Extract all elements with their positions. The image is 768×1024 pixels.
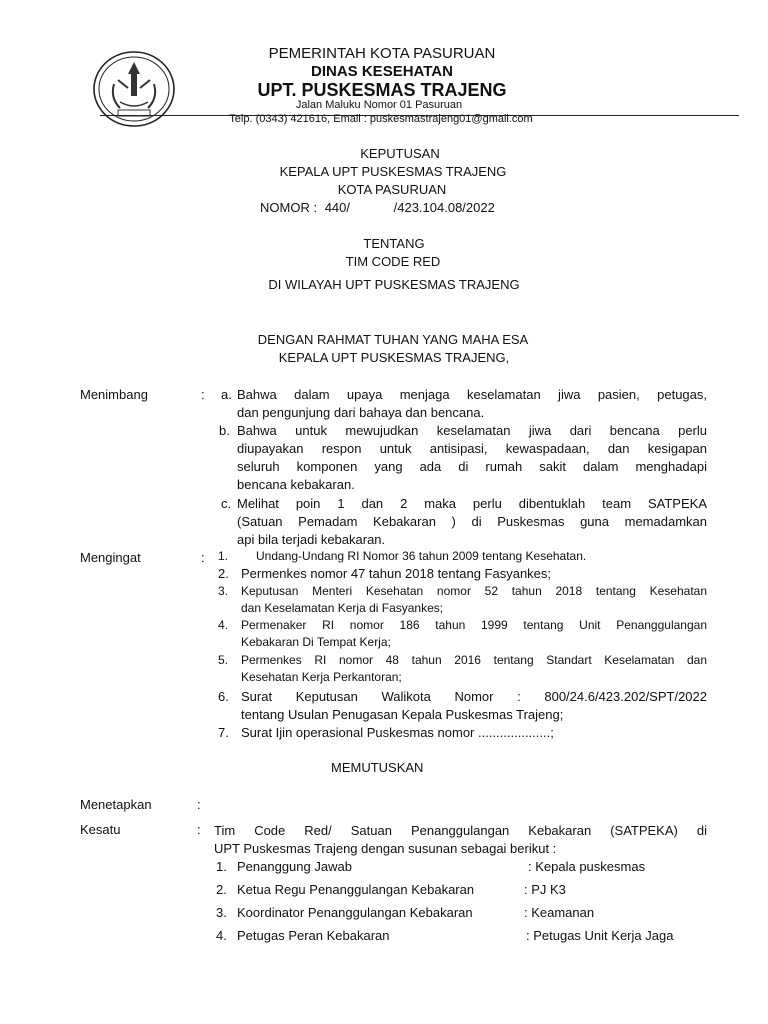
doc-number-suffix: /423.104.08/2022 — [393, 200, 495, 215]
kesatu-colon: : — [197, 822, 201, 837]
menimbang-c-line3: api bila terjadi kebakaran. — [237, 532, 386, 547]
kesatu-role-1-number: 1. — [216, 859, 227, 874]
mengingat-6-marker: 6. — [218, 689, 229, 704]
menimbang-b-line1: Bahwa untuk mewujudkan keselamatan jiwa dari bencana perlu — [237, 423, 707, 438]
kesatu-role-4-value: : Petugas Unit Kerja Jaga — [526, 928, 674, 943]
kesatu-role-3-number: 3. — [216, 905, 227, 920]
letterhead-address: Jalan Maluku Nomor 01 Pasuruan — [295, 99, 463, 111]
doc-number — [260, 200, 495, 215]
mengingat-label: Mengingat — [80, 550, 141, 565]
menimbang-a-line2: dan pengunjung dari bahaya dan bencana. — [237, 405, 485, 420]
letterhead-institution: UPT. PUSKESMAS TRAJENG — [257, 80, 507, 100]
mengingat-3-text-line1: Keputusan Menteri Kesehatan nomor 52 tahun 2018 tentang Kesehatan — [241, 584, 707, 598]
doc-type: KEPUTUSAN — [360, 146, 440, 161]
doc-number-prefix: 440/ — [324, 200, 350, 215]
letterhead-government: PEMERINTAH KOTA PASURUAN — [268, 45, 496, 62]
preamble-line1: DENGAN RAHMAT TUHAN YANG MAHA ESA — [257, 332, 529, 347]
mengingat-6-text-line1: Surat Keputusan Walikota Nomor : 800/24.6/423.202/SPT/2022 — [241, 689, 707, 704]
mengingat-3-text-line2: dan Keselamatan Kerja di Fasyankes; — [241, 601, 444, 615]
menimbang-b-line3: seluruh komponen yang ada di rumah sakit dalam menghadapi — [237, 459, 707, 474]
doc-about-label: TENTANG — [363, 236, 425, 251]
menimbang-b-line2: diupayakan respon untuk antisipasi, kewaspadaan, dan kesigapan — [237, 441, 707, 456]
menimbang-colon: : — [201, 387, 205, 402]
menimbang-c-marker: c. — [221, 496, 232, 511]
kesatu-intro-line2: UPT Puskesmas Trajeng dengan susunan sebagai berikut : — [214, 841, 557, 856]
mengingat-7-text: Surat Ijin operasional Puskesmas nomor ....................; — [241, 725, 554, 740]
menetapkan-colon: : — [197, 797, 201, 812]
kesatu-intro-line1: Tim Code Red/ Satuan Penanggulangan Kebakaran (SATPEKA) di — [214, 823, 707, 838]
mengingat-5-marker: 5. — [218, 653, 229, 667]
menimbang-c-line1: Melihat poin 1 dan 2 maka perlu dibentuklah team SATPEKA — [237, 496, 707, 511]
memutuskan-heading: MEMUTUSKAN — [331, 760, 424, 775]
mengingat-4-text-line2: Kebakaran Di Tempat Kerja; — [241, 635, 391, 649]
mengingat-1-text: Undang-Undang RI Nomor 36 tahun 2009 tentang Kesehatan. — [256, 549, 587, 563]
preamble-line2: KEPALA UPT PUSKESMAS TRAJENG, — [278, 350, 510, 365]
doc-number-label: NOMOR : — [260, 200, 318, 215]
doc-issuer: KEPALA UPT PUSKESMAS TRAJENG — [279, 164, 507, 179]
menimbang-b-line4: bencana kebakaran. — [237, 477, 355, 492]
menimbang-b-marker: b. — [219, 423, 230, 438]
menimbang-c-line2: (Satuan Pemadam Kebakaran ) di Puskesmas guna memadamkan — [237, 514, 707, 529]
mengingat-1-marker: 1. — [218, 549, 229, 563]
kesatu-role-3-value: : Keamanan — [524, 905, 595, 920]
menimbang-a-marker: a. — [221, 387, 232, 402]
kesatu-role-2-number: 2. — [216, 882, 227, 897]
menetapkan-label: Menetapkan — [80, 797, 152, 812]
kesatu-role-3-name: Koordinator Penanggulangan Kebakaran — [237, 905, 473, 920]
mengingat-5-text-line1: Permenkes RI nomor 48 tahun 2016 tentang Standart Keselamatan dan — [241, 653, 707, 667]
mengingat-colon: : — [201, 550, 205, 565]
kesatu-role-1-name: Penanggung Jawab — [237, 859, 352, 874]
mengingat-5-text-line2: Kesehatan Kerja Perkantoran; — [241, 670, 402, 684]
kesatu-role-1-value: : Kepala puskesmas — [528, 859, 646, 874]
doc-city: KOTA PASURUAN — [337, 182, 447, 197]
doc-subject-line2: DI WILAYAH UPT PUSKESMAS TRAJENG — [268, 277, 520, 292]
mengingat-7-marker: 7. — [218, 725, 229, 740]
kesatu-role-4-name: Petugas Peran Kebakaran — [237, 928, 390, 943]
menimbang-label: Menimbang — [80, 387, 148, 402]
letterhead-contact: Telp. (0343) 421616, Email : puskesmastrajeng01@gmail.com — [229, 113, 533, 125]
mengingat-3-marker: 3. — [218, 584, 229, 598]
letterhead-department: DINAS KESEHATAN — [311, 63, 453, 80]
kesatu-label: Kesatu — [80, 822, 121, 837]
menimbang-a-line1: Bahwa dalam upaya menjaga keselamatan jiwa pasien, petugas, — [237, 387, 707, 402]
doc-subject-line1: TIM CODE RED — [345, 254, 441, 269]
kesatu-role-2-name: Ketua Regu Penanggulangan Kebakaran — [237, 882, 475, 897]
kesatu-role-4-number: 4. — [216, 928, 227, 943]
kesatu-role-2-value: : PJ K3 — [524, 882, 566, 897]
mengingat-4-text-line1: Permenaker RI nomor 186 tahun 1999 tentang Unit Penanggulangan — [241, 618, 707, 632]
mengingat-2-text: Permenkes nomor 47 tahun 2018 tentang Fasyankes; — [241, 566, 552, 581]
mengingat-2-marker: 2. — [218, 566, 229, 581]
mengingat-4-marker: 4. — [218, 618, 229, 632]
mengingat-6-text-line2: tentang Usulan Penugasan Kepala Puskesmas Trajeng; — [241, 707, 564, 722]
